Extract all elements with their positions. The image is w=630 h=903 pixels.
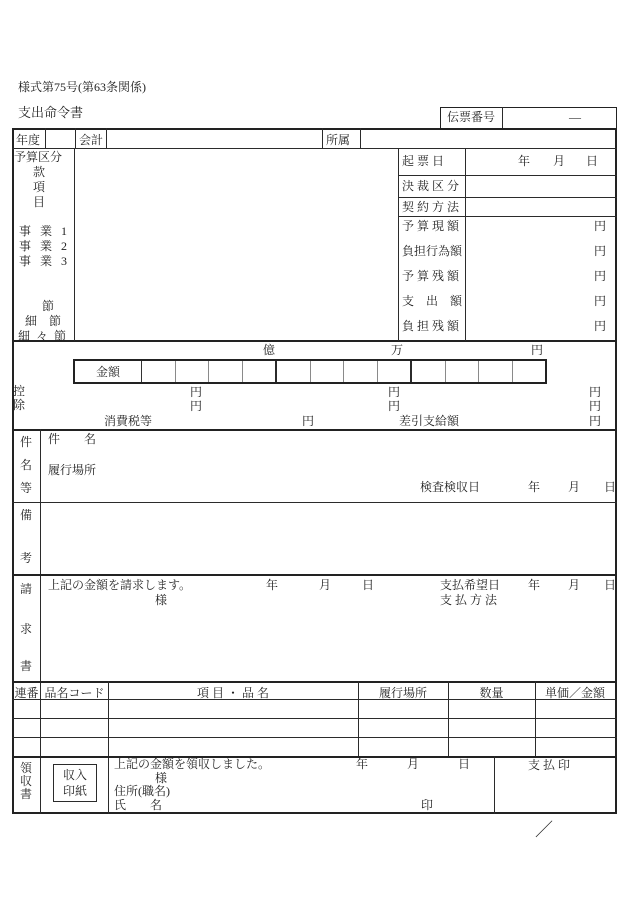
amount-digit-cell[interactable]	[446, 361, 480, 382]
revenue-stamp-label: 印紙	[62, 784, 87, 798]
remarks-field[interactable]	[41, 503, 615, 574]
day-unit: 日	[604, 578, 617, 592]
slip-number-label: 伝票番号	[447, 110, 496, 124]
amount-digit-cell[interactable]	[479, 361, 513, 382]
year-unit: 年	[266, 578, 279, 592]
day-unit: 日	[586, 154, 599, 168]
place-field[interactable]	[110, 461, 410, 481]
remarks-label-char: 考	[20, 551, 33, 565]
grid-line	[12, 812, 617, 814]
budget-amounts-field[interactable]	[466, 217, 591, 340]
desired-payment-date-label: 支払希望日	[440, 578, 501, 592]
invoice-label-char: 書	[20, 659, 33, 673]
invoice-body-field[interactable]	[41, 610, 615, 681]
drafting-date-label: 起 票 日	[402, 154, 445, 168]
amount-digit-cell[interactable]	[311, 361, 345, 382]
receipt-received-text: 上記の金額を領収しました。	[114, 757, 271, 771]
amount-digit-cell[interactable]	[209, 361, 243, 382]
inspection-date-label: 検査検収日	[420, 480, 481, 494]
amount-digit-cell[interactable]	[412, 361, 446, 382]
month-unit: 月	[553, 154, 566, 168]
receipt-address-field[interactable]	[175, 785, 415, 798]
col-header-serial: 連番	[14, 686, 39, 700]
receipt-label-char: 領	[20, 761, 33, 775]
grid-line	[322, 128, 323, 148]
drafting-date-field[interactable]	[466, 149, 615, 175]
receipt-address-label: 住所(職名)	[114, 784, 170, 798]
subject-name-label: 件 名	[48, 432, 97, 446]
current-budget-label: 予 算 現 額	[402, 219, 460, 233]
col-header-quantity: 数量	[479, 686, 504, 700]
month-unit: 月	[568, 480, 581, 494]
approval-class-label: 決 裁 区 分	[402, 179, 460, 193]
man-scale-label: 万	[391, 343, 404, 357]
amount-box	[73, 359, 547, 384]
yen-unit: 円	[388, 385, 401, 399]
amount-digit-cell[interactable]	[378, 361, 413, 382]
remarks-label-char: 備	[20, 508, 33, 522]
receipt-label-char: 書	[20, 787, 33, 801]
form-number: 様式第75号(第63条関係)	[18, 80, 146, 94]
subject-label-char: 名	[20, 458, 33, 472]
budget-kou-label: 項	[33, 180, 46, 194]
revenue-stamp-box	[53, 764, 97, 802]
item-row[interactable]	[12, 738, 615, 756]
fiscal-year-label: 年度	[16, 133, 41, 147]
contract-method-field[interactable]	[466, 198, 615, 216]
slip-number-value[interactable]: —	[569, 110, 581, 124]
grid-line	[12, 756, 617, 758]
day-unit: 日	[458, 757, 471, 771]
year-unit: 年	[356, 757, 369, 771]
amount-digit-cell[interactable]	[176, 361, 210, 382]
account-field[interactable]	[107, 129, 322, 148]
yen-unit: 円	[594, 219, 607, 233]
amount-digit-cell[interactable]	[277, 361, 311, 382]
oku-scale-label: 億	[263, 343, 276, 357]
amount-digit-cell[interactable]	[142, 361, 176, 382]
day-unit: 日	[362, 578, 375, 592]
yen-unit: 円	[388, 399, 401, 413]
month-unit: 月	[407, 757, 420, 771]
col-header-unit-price: 単価／金額	[544, 686, 605, 700]
invoice-request-text: 上記の金額を請求します。	[48, 578, 192, 592]
invoice-label-char: 求	[20, 622, 33, 636]
col-header-item-code: 品名コード	[44, 686, 105, 700]
deduction-label-2: 除	[13, 398, 26, 412]
budget-kan-label: 款	[33, 165, 46, 179]
yen-unit: 円	[589, 385, 602, 399]
yen-unit: 円	[594, 244, 607, 258]
place-label: 履行場所	[48, 463, 97, 477]
amount-digit-cell[interactable]	[513, 361, 546, 382]
day-unit: 日	[604, 480, 617, 494]
payment-seal-label: 支 払 印	[528, 758, 571, 772]
year-unit: 年	[528, 578, 541, 592]
amount-digit-cell[interactable]	[243, 361, 278, 382]
budget-codes-field[interactable]	[75, 149, 398, 340]
yen-unit: 円	[190, 399, 203, 413]
receipt-name-field[interactable]	[175, 799, 415, 812]
month-unit: 月	[568, 578, 581, 592]
grid-line	[398, 148, 399, 341]
corner-slash-mark: ／	[535, 820, 553, 840]
amount-digit-cell[interactable]	[344, 361, 378, 382]
receipt-label-char: 収	[20, 774, 33, 788]
encumbrance-label: 負担行為額	[402, 244, 463, 258]
year-unit: 年	[518, 154, 531, 168]
yen-unit: 円	[190, 385, 203, 399]
subject-label-char: 等	[20, 481, 33, 495]
grid-line	[615, 128, 617, 814]
year-unit: 年	[528, 480, 541, 494]
department-label: 所属	[326, 133, 351, 147]
seal-label: 印	[421, 798, 434, 812]
col-header-place: 履行場所	[378, 686, 427, 700]
saisaisetsu-label: 細 々 節	[18, 329, 67, 343]
yen-unit: 円	[589, 399, 602, 413]
subject-label-char: 件	[20, 435, 33, 449]
yen-unit: 円	[594, 319, 607, 333]
yen-unit: 円	[594, 294, 607, 308]
month-unit: 月	[319, 578, 332, 592]
item-row[interactable]	[12, 719, 615, 737]
setsu-label: 節	[42, 299, 55, 313]
contract-method-label: 契 約 方 法	[402, 200, 460, 214]
budget-moku-label: 目	[33, 195, 46, 209]
grid-line	[75, 128, 76, 148]
project2-label: 事 業 2	[19, 239, 68, 253]
account-label: 会計	[79, 133, 104, 147]
en-scale-label: 円	[531, 343, 544, 357]
project1-label: 事 業 1	[19, 224, 68, 238]
grid-line	[12, 574, 617, 576]
revenue-stamp-label: 収入	[62, 768, 87, 782]
payment-method-label: 支 払 方 法	[440, 593, 498, 607]
col-header-item-name: 項 目 ・ 品 名	[196, 686, 269, 700]
expenditure-label: 支 出 額	[402, 294, 463, 308]
receipt-addressee-label: 様	[155, 771, 168, 785]
grid-line	[502, 107, 503, 128]
yen-unit: 円	[589, 414, 602, 428]
item-row[interactable]	[12, 700, 615, 718]
payment-seal-field[interactable]	[495, 770, 615, 812]
grid-line	[12, 681, 617, 683]
invoice-label-char: 請	[20, 582, 33, 596]
receipt-name-label: 氏 名	[114, 798, 163, 812]
project3-label: 事 業 3	[19, 254, 68, 268]
consumption-tax-label: 消費税等	[104, 414, 153, 428]
department-field[interactable]	[361, 129, 615, 148]
subject-name-field[interactable]	[110, 431, 615, 451]
budget-balance-label: 予 算 残 額	[402, 269, 460, 283]
encumbrance-balance-label: 負 担 残 額	[402, 319, 460, 333]
approval-class-field[interactable]	[466, 176, 615, 197]
grid-line	[12, 340, 617, 342]
page-title: 支出命令書	[18, 105, 84, 120]
amount-label: 金額	[75, 361, 142, 382]
deduction-label-1: 控	[13, 384, 26, 398]
saisetsu-label: 細 節	[25, 314, 62, 328]
invoice-addressee-label: 様	[155, 593, 168, 607]
yen-unit: 円	[302, 414, 315, 428]
fiscal-year-field[interactable]	[46, 129, 75, 148]
budget-classification-label: 予算区分	[14, 150, 63, 164]
yen-unit: 円	[594, 269, 607, 283]
net-payment-label: 差引支給額	[399, 414, 460, 428]
